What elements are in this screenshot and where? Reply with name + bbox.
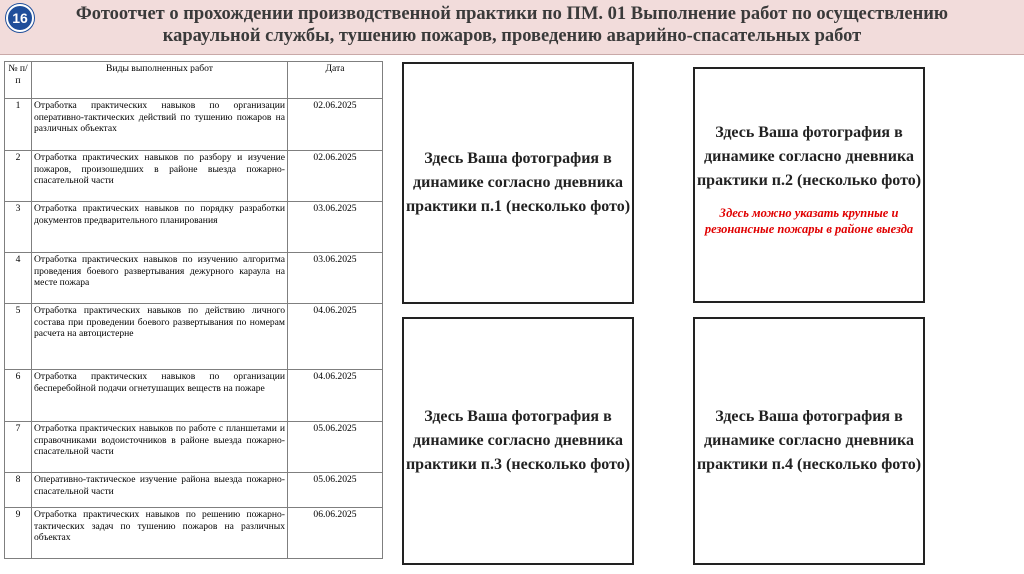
row-work: Отработка практических навыков по изучению алгоритма проведения боевого развертывания дежурного караула на месте пожара [32,253,288,304]
header-date: Дата [288,62,383,99]
row-num: 6 [5,370,32,422]
row-work: Отработка практических навыков по порядку разработки документов предварительного планирования [32,202,288,253]
slide-title: Фотоотчет о прохождении производственной практики по ПМ. 01 Выполнение работ по осуществлению караульной службы, тушению пожаров, проведению аварийно-спасательных работ [75,4,949,46]
table-row [5,422,383,473]
row-date: 06.06.2025 [288,508,383,559]
row-date: 05.06.2025 [288,473,383,508]
row-work: Отработка практических навыков по разбору и изучение пожаров, произошедших в районе выезда пожарно-спасательной части [32,151,288,202]
photo-caption-4: Здесь Ваша фотография в динамике согласно дневника практики п.4 (несколько фото) [696,408,922,473]
table-row [5,151,383,202]
slide-header [0,0,1024,55]
works-table [4,61,383,559]
photo-placeholder-1 [402,62,634,304]
photo-note-2: Здесь можно указать крупные и резонансные пожары в районе выезда [704,206,914,236]
header-num: № п/п [5,62,32,99]
table-row [5,370,383,422]
table-row [5,202,383,253]
table-row [5,508,383,559]
row-date: 04.06.2025 [288,370,383,422]
row-num: 9 [5,508,32,559]
row-work: Отработка практических навыков по работе с планшетами и справочниками водоисточников в районе выезда пожарно-спасательной части [32,422,288,473]
photo-caption-1: Здесь Ваша фотография в динамике согласно дневника практики п.1 (несколько фото) [405,150,631,215]
row-date: 02.06.2025 [288,151,383,202]
row-work: Оперативно-тактическое изучение района выезда пожарно-спасательной части [32,473,288,508]
row-num: 7 [5,422,32,473]
row-date: 04.06.2025 [288,304,383,370]
row-date: 05.06.2025 [288,422,383,473]
row-work: Отработка практических навыков по действию личного состава при проведении боевого развертывания по номерам расчета на автоцистерне [32,304,288,370]
table-header-row [5,62,383,99]
table-row [5,253,383,304]
row-date: 03.06.2025 [288,202,383,253]
row-num: 5 [5,304,32,370]
table-row [5,473,383,508]
row-date: 03.06.2025 [288,253,383,304]
row-num: 3 [5,202,32,253]
row-date: 02.06.2025 [288,99,383,151]
photo-placeholder-4 [693,317,925,565]
table-row [5,99,383,151]
row-work: Отработка практических навыков по организации оперативно-тактических действий по тушению пожаров на различных объектах [32,99,288,151]
row-num: 4 [5,253,32,304]
header-work: Виды выполненных работ [32,62,288,99]
row-num: 8 [5,473,32,508]
photo-caption-2: Здесь Ваша фотография в динамике согласно дневника практики п.2 (несколько фото) [696,124,922,189]
photo-placeholder-3 [402,317,634,565]
table-row [5,304,383,370]
row-work: Отработка практических навыков по организации бесперебойной подачи огнетушащих веществ на пожаре [32,370,288,422]
row-work: Отработка практических навыков по решению пожарно-тактических задач по тушению пожаров на различных объектах [32,508,288,559]
row-num: 1 [5,99,32,151]
photo-caption-3: Здесь Ваша фотография в динамике согласно дневника практики п.3 (несколько фото) [405,408,631,473]
photo-placeholder-2 [693,67,925,303]
row-num: 2 [5,151,32,202]
slide-number-badge: 16 [6,4,34,32]
